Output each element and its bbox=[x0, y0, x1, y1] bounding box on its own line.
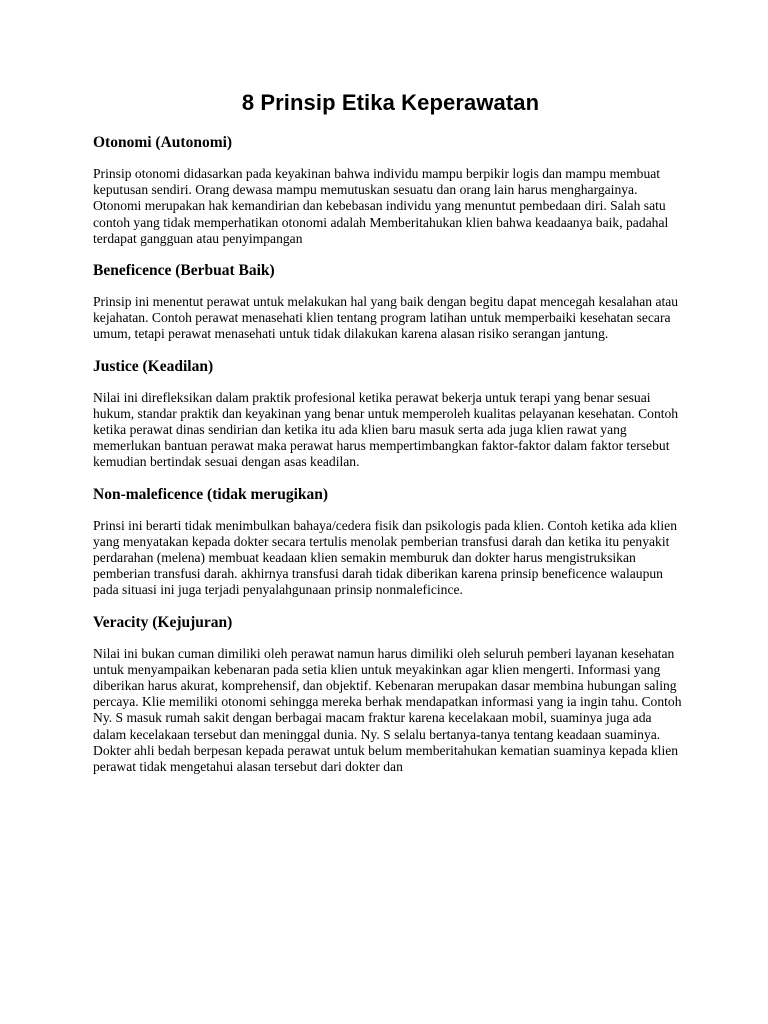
section-paragraph: Nilai ini bukan cuman dimiliki oleh perawat namun harus dimiliki oleh seluruh pemberi layanan kesehatan untuk menyampaikan kebenaran pada setia klien untuk meyakinkan agar klien mengerti. Informasi yang diberikan harus akurat, komprehensif, dan objektif. Kebenaran merupakan dasar membina hubungan saling percaya. Klie memiliki otonomi sehingga mereka berhak mendapatkan informasi yang ia ingin tahu. Contoh Ny. S masuk rumah sakit dengan berbagai macam fraktur karena kecelakaan mobil, suaminya juga ada dalam kecelakaan tersebut dan meninggal dunia. Ny. S selalu bertanya-tanya tentang keadaan suaminya. Dokter ahli bedah berpesan kepada perawat untuk belum memberitahukan kematian suaminya kepada klien perawat tidak mengetahui alasan tersebut dari dokter dan bbox=[93, 645, 682, 775]
section-heading: Justice (Keadilan) bbox=[93, 357, 214, 375]
section-heading: Non-maleficence (tidak merugikan) bbox=[93, 485, 329, 503]
section-otonomi bbox=[93, 133, 688, 247]
section-non-maleficence bbox=[93, 485, 688, 599]
section-paragraph: Prinsip ini menentut perawat untuk melakukan hal yang baik dengan begitu dapat mencegah kesalahan atau kejahatan. Contoh perawat menasehati klien tentang program latihan untuk memperbaiki kesehatan secara umum, tetapi perawat menasehati untuk tidak dilakukan karena alasan risiko serangan jantung. bbox=[93, 294, 679, 342]
section-veracity bbox=[93, 613, 688, 776]
document-title: 8 Prinsip Etika Keperawatan bbox=[241, 90, 540, 115]
section-paragraph: Prinsi ini berarti tidak menimbulkan bahaya/cedera fisik dan psikologis pada klien. Contoh ketika ada klien yang menyatakan kepada dokter secara tertulis menolak pemberian transfusi darah dan ketika itu penyakit perdarahan (melena) membuat keadaan klien semakin memburuk dan dokter harus mengistruksikan pemberian transfusi darah. akhirnya transfusi darah tidak diberikan karena prinsip beneficence walaupun pada situasi ini juga terjadi penyalahgunaan prinsip nonmaleficince. bbox=[93, 517, 678, 598]
section-paragraph: Prinsip otonomi didasarkan pada keyakinan bahwa individu mampu berpikir logis dan mampu membuat keputusan sendiri. Orang dewasa mampu memutuskan sesuatu dan orang lain harus menghargainya. Otonomi merupakan hak kemandirian dan kebebasan individu yang menuntut pembedaan diri. Salah satu contoh yang tidak memperhatikan otonomi adalah Memberitahukan klien bahwa keadaanya baik, padahal terdapat gangguan atau penyimpangan bbox=[93, 166, 669, 246]
section-justice bbox=[93, 357, 688, 471]
section-heading: Beneficence (Berbuat Baik) bbox=[93, 262, 275, 280]
section-heading: Veracity (Kejujuran) bbox=[93, 613, 233, 631]
section-heading: Otonomi (Autonomi) bbox=[93, 134, 233, 151]
section-beneficence bbox=[93, 261, 688, 343]
section-paragraph: Nilai ini direfleksikan dalam praktik profesional ketika perawat bekerja untuk terapi yang benar sesuai hukum, standar praktik dan keyakinan yang benar untuk memperoleh kualitas pelayanan kesehatan. Contoh ketika perawat dinas sendirian dan ketika itu ada klien baru masuk serta ada juga klien rawat yang memerlukan bantuan perawat maka perawat harus mempertimbangkan faktor-faktor dalam faktor tersebut kemudian bertindak sesuai dengan asas keadilan. bbox=[93, 389, 679, 470]
